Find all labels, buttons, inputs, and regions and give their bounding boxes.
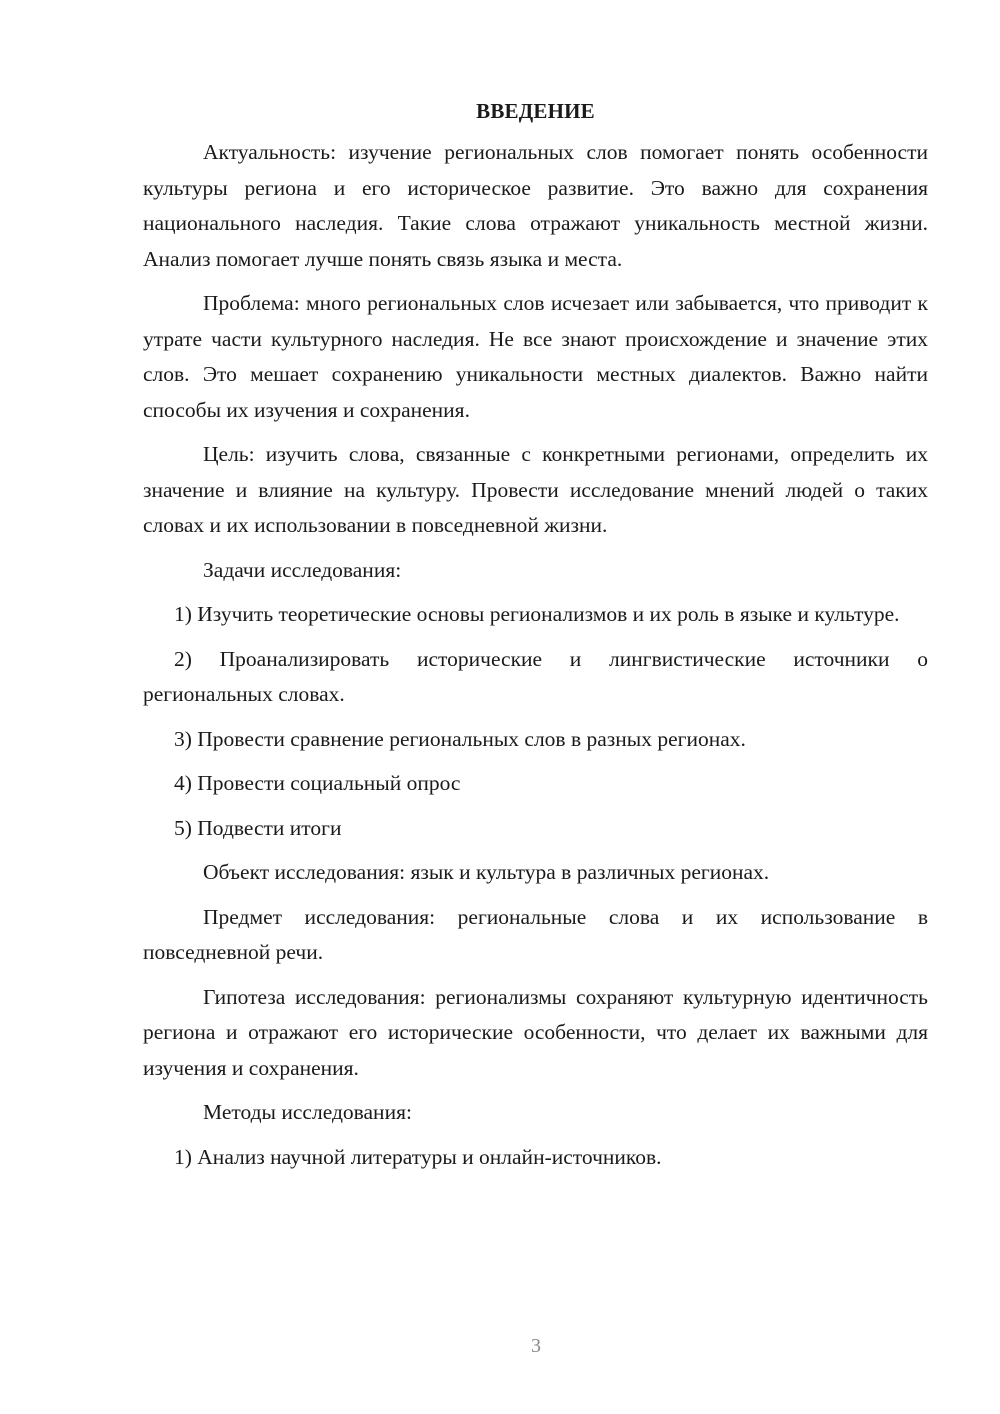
page-content — [143, 96, 928, 1175]
subject-paragraph: Предмет исследования: региональные слова и их использование в повседневной речи. — [143, 904, 928, 964]
task-item: 2) Проанализировать исторические и лингвистические источники о региональных словах. — [143, 646, 928, 706]
task-item: 1) Изучить теоретические основы регионализмов и их роль в языке и культуре. — [174, 602, 900, 626]
object-paragraph: Объект исследования: язык и культура в различных регионах. — [203, 860, 770, 884]
hypothesis-paragraph: Гипотеза исследования: регионализмы сохраняют культурную идентичность региона и отражают его исторические особенности, что делает их важными для изучения и сохранения. — [143, 984, 928, 1080]
actuality-paragraph: Актуальность: изучение региональных слов помогает понять особенности культуры региона и его историческое развитие. Это важно для сохранения национального наследия. Такие слова отражают уникальность местной жизни. Анализ помогает лучше понять связь языка и места. — [143, 140, 928, 271]
page-number: 3 — [531, 1335, 541, 1357]
task-item: 3) Провести сравнение региональных слов в разных регионах. — [174, 726, 746, 751]
page-title: ВВЕДЕНИЕ — [476, 99, 595, 123]
tasks-title: Задачи исследования: — [203, 557, 402, 582]
task-item: 4) Провести социальный опрос — [174, 771, 461, 795]
goal-paragraph: Цель: изучить слова, связанные с конкретными регионами, определить их значение и влияние на культуру. Провести исследование мнений людей о таких словах и их использовании в повседневной жизни. — [143, 442, 928, 537]
methods-title: Методы исследования: — [203, 1100, 412, 1124]
method-item: 1) Анализ научной литературы и онлайн-источников. — [174, 1144, 662, 1169]
problem-paragraph: Проблема: много региональных слов исчезает или забывается, что приводит к утрате части культурного наследия. Не все знают происхождение и значение этих слов. Это мешает сохранению уникальности местных диалектов. Важно найти способы их изучения и сохранения. — [143, 291, 928, 422]
task-item: 5) Подвести итоги — [174, 815, 342, 840]
